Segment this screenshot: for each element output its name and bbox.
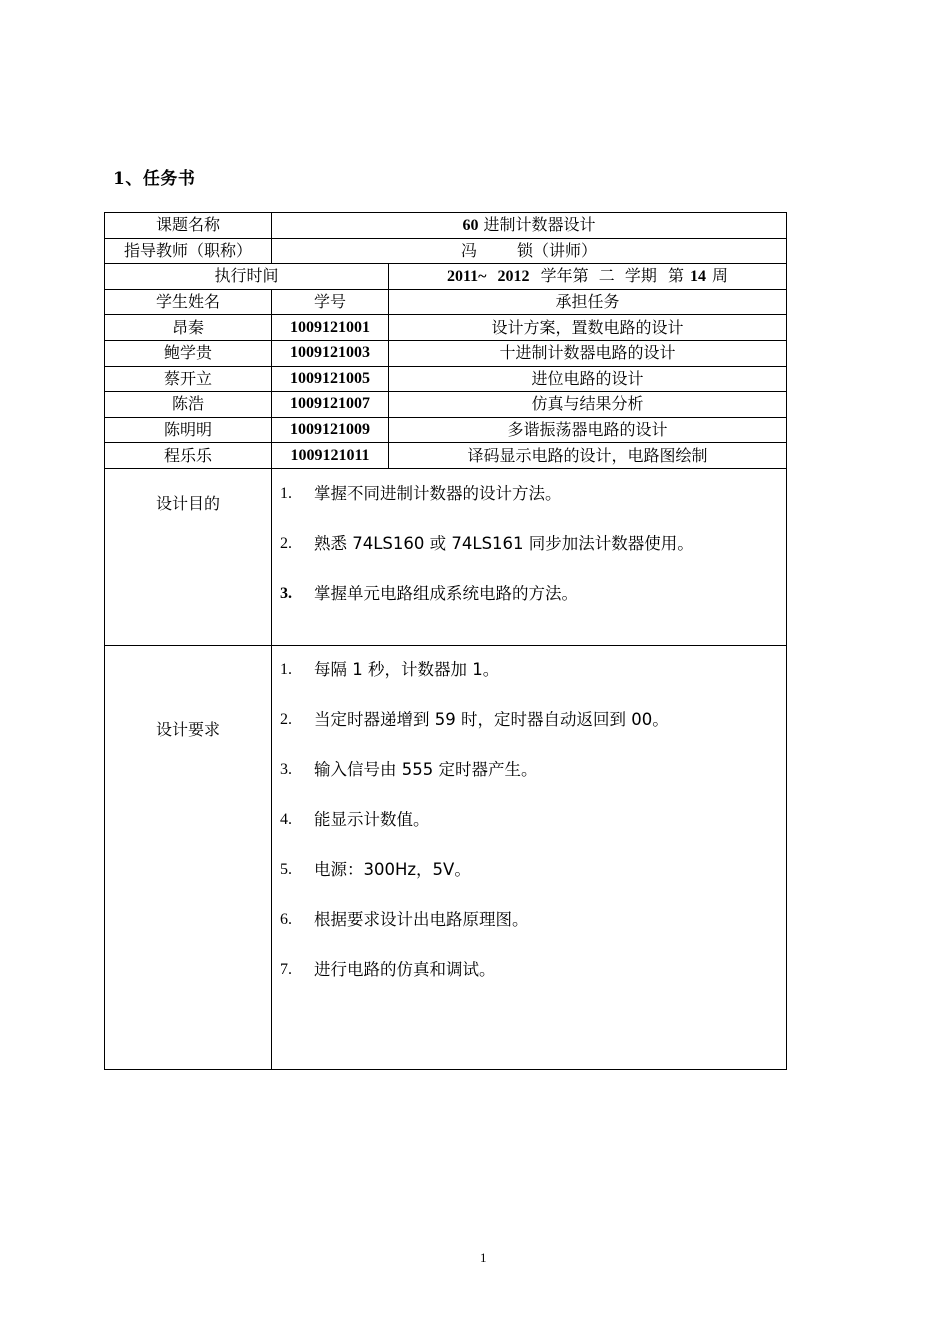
teacher-label: 指导教师（职称）	[105, 238, 272, 264]
student-id: 1009121005	[272, 366, 389, 392]
list-item: 1. 掌握不同进制计数器的设计方法。	[280, 483, 562, 503]
student-name: 陈浩	[105, 392, 272, 418]
student-name: 程乐乐	[105, 443, 272, 469]
student-id: 1009121003	[272, 340, 389, 366]
table-row	[105, 366, 787, 392]
time-row	[105, 264, 787, 290]
requirements-list	[272, 660, 786, 980]
topic-number: 60	[462, 216, 479, 234]
students-header-row	[105, 289, 787, 315]
topic-row	[105, 213, 787, 239]
week-suffix: 周	[712, 265, 729, 285]
requirements-row	[105, 645, 787, 1069]
week-prefix: 第	[668, 265, 685, 285]
student-task: 多谐振荡器电路的设计	[389, 417, 787, 443]
teacher-surname: 冯	[460, 240, 477, 260]
topic-value	[272, 213, 787, 239]
list-item: 4. 能显示计数值。	[280, 809, 430, 829]
table-row	[105, 443, 787, 469]
table-row	[105, 315, 787, 341]
list-item: 1. 每隔 1 秒，计数器加 1。	[280, 659, 500, 679]
objectives-list-cell	[272, 468, 787, 645]
list-item: 7. 进行电路的仿真和调试。	[280, 959, 496, 979]
student-id: 1009121009	[272, 417, 389, 443]
teacher-value	[272, 238, 787, 264]
student-name: 鲍学贵	[105, 340, 272, 366]
list-item: 2. 熟悉 74LS160 或 74LS161 同步加法计数器使用。	[280, 533, 694, 553]
student-name: 蔡开立	[105, 366, 272, 392]
year-start: 2011~	[446, 267, 487, 285]
header-task: 承担任务	[389, 289, 787, 315]
student-name: 陈明明	[105, 417, 272, 443]
teacher-row	[105, 238, 787, 264]
table-row	[105, 417, 787, 443]
time-label: 执行时间	[105, 264, 389, 290]
student-id: 1009121007	[272, 392, 389, 418]
objectives-label: 设计目的	[105, 468, 272, 645]
teacher-given-title: 锁（讲师）	[517, 240, 598, 260]
page-number: 1	[480, 1250, 487, 1265]
list-item: 2. 当定时器递增到 59 时，定时器自动返回到 00。	[280, 709, 669, 729]
list-item: 3. 输入信号由 555 定时器产生。	[280, 759, 538, 779]
table-row	[105, 392, 787, 418]
objectives-list	[272, 484, 786, 604]
section-heading: 1、任务书	[113, 169, 196, 189]
table-row	[105, 340, 787, 366]
task-table	[104, 212, 787, 1070]
student-id: 1009121011	[272, 443, 389, 469]
header-name: 学生姓名	[105, 289, 272, 315]
requirements-label: 设计要求	[105, 645, 272, 1069]
student-task: 十进制计数器电路的设计	[389, 340, 787, 366]
topic-text: 进制计数器设计	[483, 214, 596, 234]
objectives-row	[105, 468, 787, 645]
topic-label: 课题名称	[105, 213, 272, 239]
student-name: 昂秦	[105, 315, 272, 341]
week-number: 14	[690, 267, 707, 285]
student-task: 进位电路的设计	[389, 366, 787, 392]
student-id: 1009121001	[272, 315, 389, 341]
requirements-list-cell	[272, 645, 787, 1069]
list-item: 5. 电源：300Hz，5V。	[280, 859, 471, 879]
list-item: 3. 掌握单元电路组成系统电路的方法。	[280, 583, 578, 603]
student-task: 仿真与结果分析	[389, 392, 787, 418]
header-id: 学号	[272, 289, 389, 315]
list-item: 6. 根据要求设计出电路原理图。	[280, 909, 529, 929]
student-task: 译码显示电路的设计，电路图绘制	[389, 443, 787, 469]
student-task: 设计方案，置数电路的设计	[389, 315, 787, 341]
year-end: 2012	[497, 267, 530, 285]
time-value	[389, 264, 787, 290]
term-text: 学年第 二 学期	[540, 265, 657, 285]
